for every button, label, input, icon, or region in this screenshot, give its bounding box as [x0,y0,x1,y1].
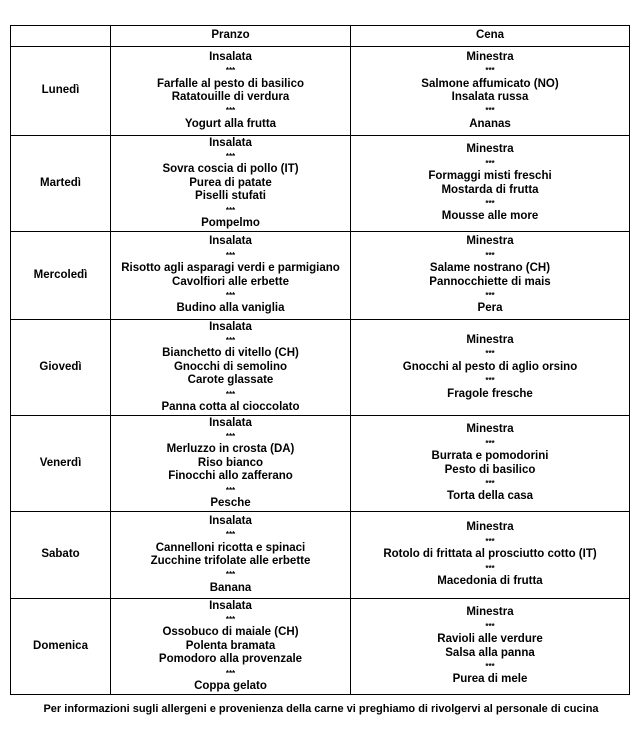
course-separator: *** [225,614,236,624]
dish-item: Cavolfiori alle erbette [172,275,289,288]
dish-item: Minestra [466,423,514,436]
dish-item: Insalata [209,320,252,333]
course-separator: *** [485,563,495,573]
day-row [11,512,630,599]
dinner-cell [351,232,630,320]
day-name: Domenica [11,599,111,695]
dish-item: Ratatouille di verdura [171,91,290,103]
course-separator: *** [485,106,495,116]
dish-item: Gnocchi al pesto di aglio orsino [402,360,578,373]
weekly-menu-table [10,25,630,695]
dish-item: Panna cotta al cioccolato [161,401,300,414]
dish-item: Salsa alla panna [445,646,535,659]
lunch-cell [111,512,351,599]
dish-item: Purea di mele [452,673,528,686]
dish-item: Sovra coscia di pollo (IT) [162,163,299,176]
dish-item: Cannelloni ricotta e spinaci [155,541,306,554]
course-separator: *** [485,250,495,260]
dish-item: Carote glassate [187,374,274,387]
course-separator: *** [225,335,236,345]
corner-cell [11,26,111,47]
course-separator: *** [485,621,495,631]
allergen-note: Per informazioni sugli allergeni e provenienza della carne vi preghiamo di rivolgervi al personale di cucina [43,703,599,715]
day-name: Martedì [11,136,111,232]
dish-item: Salame nostrano (CH) [429,262,551,275]
day-name: Giovedì [11,320,111,416]
dish-item: Pannocchiette di mais [429,275,551,288]
lunch-cell [111,320,351,416]
dish-item: Riso bianco [197,456,264,469]
course-separator: *** [225,205,236,215]
course-separator: *** [225,66,236,76]
dish-item: Ravioli alle verdure [437,633,543,646]
dish-item: Coppa gelato [194,680,267,693]
course-separator: *** [225,431,236,441]
day-name: Sabato [11,512,111,599]
dish-item: Insalata [209,235,252,248]
day-row [11,47,630,136]
dinner-column-header: Cena [351,26,630,47]
header-row [11,26,630,47]
course-separator: *** [225,151,236,161]
dish-item: Mousse alle more [441,210,539,223]
dish-item: Pesto di basilico [444,463,536,476]
dish-item: Pomodoro alla provenzale [158,653,303,666]
dish-item: Pesche [210,497,251,510]
course-separator: *** [485,66,495,76]
dish-item: Minestra [466,50,514,63]
dish-item: Minestra [466,333,514,346]
dish-item: Insalata [209,599,252,612]
dish-item: Insalata [209,136,252,149]
dish-item: Formaggi misti freschi [428,170,552,183]
dish-item: Zucchine trifolate alle erbette [150,555,311,567]
dinner-cell [351,136,630,232]
day-row [11,599,630,695]
dish-item: Macedonia di frutta [437,575,543,588]
course-separator: *** [485,158,495,168]
dish-item: Ananas [469,117,511,130]
lunch-column-header: Pranzo [111,26,351,47]
dish-item: Insalata [209,514,252,527]
dish-item: Pompelmo [201,217,260,230]
dinner-cell [351,599,630,695]
day-name: Lunedì [11,47,111,136]
course-separator: *** [485,376,495,386]
dish-item: Insalata russa [451,91,529,103]
course-separator: *** [225,106,236,116]
course-separator: *** [225,389,236,399]
day-name: Mercoledì [11,232,111,320]
dish-item: Mostarda di frutta [441,183,539,196]
lunch-cell [111,599,351,695]
lunch-cell [111,416,351,512]
course-separator: *** [225,530,236,540]
lunch-cell [111,136,351,232]
dish-item: Insalata [209,50,252,63]
course-separator: *** [485,536,495,546]
course-separator: *** [225,668,236,678]
dish-item: Merluzzo in crosta (DA) [166,443,295,456]
course-separator: *** [225,485,236,495]
day-row [11,320,630,416]
dish-item: Farfalle al pesto di basilico [157,77,304,90]
course-separator: *** [485,198,495,208]
course-separator: *** [485,478,495,488]
dish-item: Insalata [209,416,252,429]
dish-item: Minestra [466,606,514,619]
course-separator: *** [225,570,236,580]
dish-item: Ossobuco di maiale (CH) [162,626,299,639]
dish-item: Torta della casa [446,490,534,503]
course-separator: *** [225,290,236,300]
dish-item: Risotto agli asparagi verdi e parmigiano [121,262,340,275]
day-name: Venerdì [11,416,111,512]
dish-item: Salmone affumicato (NO) [421,77,559,90]
dish-item: Purea di patate [189,176,272,189]
dinner-cell [351,320,630,416]
dish-item: Pera [477,302,503,315]
dish-item: Banana [209,581,252,594]
course-separator: *** [485,438,495,448]
dish-item: Polenta bramata [185,639,276,652]
day-row [11,232,630,320]
dinner-cell [351,512,630,599]
dish-item: Piselli stufati [195,190,266,203]
dinner-cell [351,47,630,136]
day-row [11,136,630,232]
dish-item: Rotolo di frittata al prosciutto cotto (IT) [383,548,597,561]
course-separator: *** [485,290,495,300]
lunch-cell [111,47,351,136]
dish-item: Bianchetto di vitello (CH) [162,347,299,360]
course-separator: *** [485,349,495,359]
course-separator: *** [485,661,495,671]
course-separator: *** [225,250,236,260]
day-row [11,416,630,512]
lunch-cell [111,232,351,320]
dish-item: Finocchi allo zafferano [168,470,293,483]
dish-item: Yogurt alla frutta [184,117,277,130]
dish-item: Burrata e pomodorini [431,450,549,463]
dish-item: Gnocchi di semolino [173,360,288,373]
dish-item: Budino alla vaniglia [176,302,285,315]
dish-item: Fragole fresche [447,387,533,400]
dinner-cell [351,416,630,512]
dish-item: Minestra [466,521,514,534]
dish-item: Minestra [466,143,514,156]
dish-item: Minestra [466,235,514,248]
